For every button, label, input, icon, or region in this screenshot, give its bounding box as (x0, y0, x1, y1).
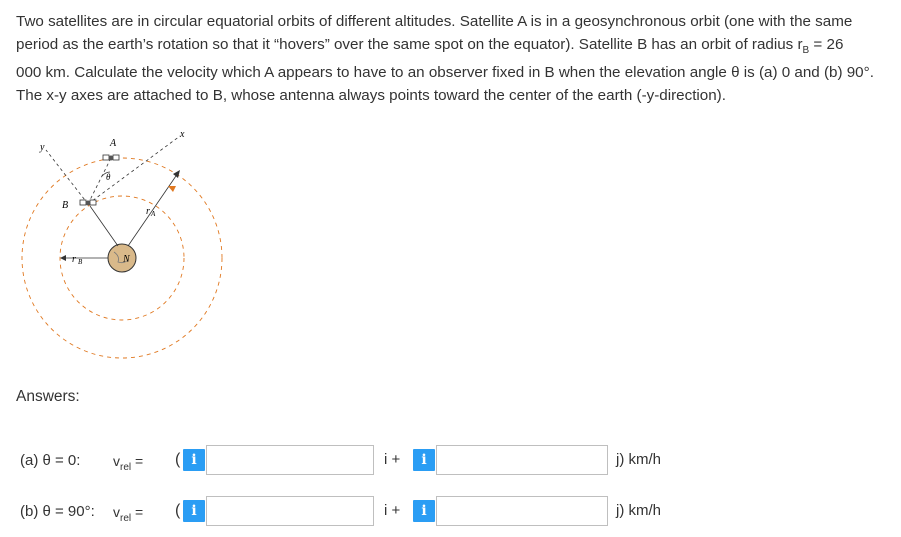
unit-j-b: j) km/h (616, 502, 661, 519)
earth (108, 244, 136, 272)
orbit-diagram (10, 128, 240, 368)
info-button-b-i[interactable]: i (183, 500, 205, 522)
open-paren-b: ( (175, 502, 181, 519)
open-paren-a: ( (175, 451, 181, 468)
svg-text:x: x (180, 129, 185, 140)
earth-north-label: N (123, 254, 130, 265)
svg-text:A: A (110, 138, 117, 149)
answer-row-a (0, 443, 901, 477)
satellite-b-icon (80, 200, 96, 206)
answer-row-b (0, 494, 901, 528)
info-button-b-j[interactable]: i (413, 500, 435, 522)
x-axis (88, 136, 180, 204)
unit-i-a: i + (384, 451, 401, 468)
input-a-j-component[interactable] (436, 445, 608, 475)
info-button-a-i[interactable]: i (183, 449, 205, 471)
svg-text:B: B (62, 200, 69, 211)
svg-text:A: A (151, 210, 156, 218)
part-label-b: (b) θ = 90°: (20, 503, 95, 520)
answers-label: Answers: (16, 388, 80, 405)
problem-line-4: The x-y axes are attached to B, whose antenna always points toward the center of the earth (-y-direction). (16, 86, 726, 104)
part-label-a: (a) θ = 0: (20, 452, 81, 469)
problem-line-2: period as the earth’s rotation so that it “hovers” over the same spot on the equator). Satellite B has an orbit of radius $r_B = 26$ (16, 35, 844, 56)
problem-statement (16, 11, 891, 107)
problem-line-1: Two satellites are in circular equatorial orbits of different altitudes. Satellite A is in a geosynchronous orbit (one with the same (16, 13, 853, 30)
vrel-label-b: $v_{rel}$ = (113, 504, 144, 524)
svg-text:r: r (72, 254, 76, 265)
satellite-a-icon (103, 155, 119, 161)
input-a-i-component[interactable] (206, 445, 374, 475)
unit-j-a: j) km/h (616, 451, 661, 468)
unit-i-b: i + (384, 502, 401, 519)
problem-line-3: 000 km. Calculate the velocity which A appears to have to an observer fixed in B when the elevation angle θ is (a) 0 and (b) 90°. (16, 64, 874, 82)
svg-text:B: B (78, 258, 83, 266)
input-b-i-component[interactable] (206, 496, 374, 526)
svg-text:θ: θ (106, 172, 111, 182)
svg-text:y: y (40, 142, 45, 153)
vrel-label-a: $v_{rel}$ = (113, 453, 144, 473)
info-button-a-j[interactable]: i (413, 449, 435, 471)
svg-text:r: r (146, 206, 150, 217)
y-axis (46, 150, 88, 204)
input-b-j-component[interactable] (436, 496, 608, 526)
